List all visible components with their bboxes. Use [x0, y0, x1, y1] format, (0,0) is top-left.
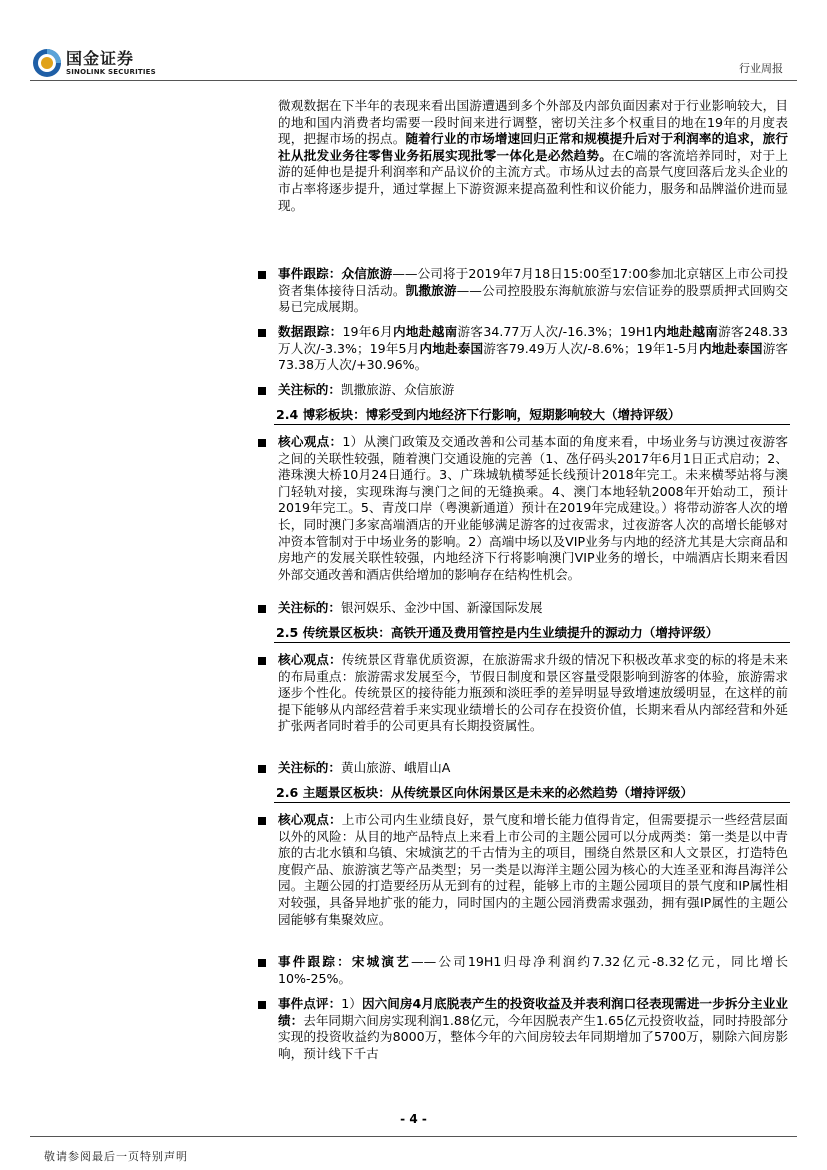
square-bullet-icon: [258, 605, 266, 613]
bold-text: 数据跟踪：: [278, 324, 343, 339]
square-bullet-icon: [258, 271, 266, 279]
text-run: 1）: [341, 996, 362, 1011]
paragraph: [278, 98, 788, 214]
bullet-item: [278, 266, 788, 316]
square-bullet-icon: [258, 387, 266, 395]
bold-text: 内地赴泰国: [698, 340, 763, 356]
header-divider: [30, 80, 797, 81]
text-run: 银河娱乐、金沙中国、新濠国际发展: [340, 600, 543, 615]
bullet-item: [278, 652, 788, 735]
bold-text: 关注标的：: [278, 382, 341, 397]
bold-text: 因六间房4月底脱表产生的投资收益及并表利润口径表现需进一步拆分主业业绩：: [278, 996, 789, 1028]
square-bullet-icon: [258, 959, 266, 967]
text-run: 微观数据在下半年的表现来看出国游遭遇到多个外部及内部负面因素对于行业影响较大，目的地和国内消费者均需要一段时间来进行调整，密切关注多个权重目的地在19年的月度表现，把握市场的拐点。: [278, 98, 788, 147]
square-bullet-icon: [258, 439, 266, 447]
bold-text: 事件跟踪：: [278, 954, 352, 969]
square-bullet-icon: [258, 1001, 266, 1009]
bullet-item: [278, 324, 788, 374]
bold-text: 内地赴越南: [653, 324, 719, 339]
bullet-item: [278, 812, 788, 928]
text-run: 传统景区背靠优质资源，在旅游需求升级的情况下积极改革求变的标的将是未来的布局重点：旅游需求发展至今，节假日制度和景区容量受限影响到游客的体验，旅游需求逐步个性化。传统景区的接待能力瓶颈和淡旺季的差异明显导致增速放缓明显，在这样的前提下能够从内部经营着手来实现业绩增长的公司存在投资价值，长期来看从内部经营和外延扩张两者同时着手的公司更具有长期投资属性。: [278, 652, 789, 734]
text-run: 游客79.49万人次/-8.6%；19年1-5月: [483, 340, 699, 356]
section-title: 2.4 博彩板块：博彩受到内地经济下行影响，短期影响较大（增持评级）: [274, 406, 790, 425]
text-run: 去年同期六间房实现利润1.88亿元，今年因脱表产生1.65亿元投资收益，同时持股部分实现的投资收益约为8000万，整体今年的六间房较去年同期增加了5700万，剔除六间房影响，预计线下千古: [278, 1012, 788, 1061]
bold-text: 众信旅游: [341, 266, 393, 281]
bold-text: 事件点评：: [278, 996, 342, 1011]
footer-disclaimer: 敬请参阅最后一页特别声明: [44, 1150, 188, 1163]
bold-text: 关注标的：: [278, 760, 341, 775]
page-number: - 4 -: [400, 1112, 427, 1126]
bold-text: 内地赴越南: [393, 324, 458, 339]
text-run: 游客248.33万人次/-3.3%；19年5月: [278, 324, 789, 356]
bullet-item: [278, 382, 788, 399]
report-type-label: 行业周报: [739, 62, 783, 75]
text-run: ——公司19H1归母净利润约7.32亿元-8.32亿元，同比增长10%-25%。: [278, 954, 789, 986]
page-header: [0, 0, 827, 84]
bold-text: 核心观点：: [278, 434, 343, 449]
square-bullet-icon: [258, 817, 266, 825]
text-run: 游客73.38万人次/+30.96%。: [278, 340, 789, 373]
bold-text: 内地赴泰国: [419, 340, 484, 356]
square-bullet-icon: [258, 765, 266, 773]
bold-text: 凯撒旅游: [405, 282, 457, 298]
bold-text: 关注标的：: [278, 600, 341, 615]
bullet-item: [278, 996, 788, 1062]
text-run: ——公司将于2019年7月18日15:00至17:00参加北京辖区上市公司投资者集体接待日活动。: [278, 266, 789, 298]
text-run: 黄山旅游、峨眉山A: [340, 760, 451, 775]
text-run: 游客34.77万人次/-16.3%；19H1: [457, 324, 654, 339]
text-run: ——公司控股股东海航旅游与宏信证券的股票质押式回购交易已完成展期。: [278, 282, 789, 315]
sinolink-logo-icon: [32, 48, 62, 78]
text-run: 在C端的客流培养同时，对于上游的延伸也是提升利润率和产品议价的主流方式。市场从过去的高景气度回落后龙头企业的市占率将逐步提升，通过掌握上下游资源来提高盈利性和议价能力，服务和品牌溢价进而显现。: [278, 147, 789, 213]
bullet-item: [278, 434, 788, 583]
bold-text: 事件跟踪：: [278, 266, 342, 281]
text-run: 19年6月: [342, 324, 393, 339]
logo-english-name: SINOLINK SECURITIES: [66, 68, 156, 76]
bold-text: 核心观点：: [278, 652, 342, 667]
text-run: 凯撒旅游、众信旅游: [340, 382, 455, 397]
bullet-item: [278, 760, 788, 777]
bullet-item: [278, 954, 788, 987]
section-title: 2.6 主题景区板块：从传统景区向休闲景区是未来的必然趋势（增持评级）: [274, 784, 790, 803]
logo-chinese-name: 国金证券: [66, 49, 135, 68]
company-logo: [32, 44, 172, 80]
footer-divider: [30, 1136, 797, 1137]
bold-text: 随着行业的市场增速回归正常和规模提升后对于利润率的追求，旅行社从批发业务往零售业务拓展实现批零一体化是必然趋势。: [278, 131, 789, 163]
section-title: 2.5 传统景区板块：高铁开通及费用管控是内生业绩提升的源动力（增持评级）: [274, 624, 790, 643]
text-run: 上市公司内生业绩良好，景气度和增长能力值得肯定，但需要提示一些经营层面以外的风险：从目的地产品特点上来看上市公司的主题公园可以分成两类：第一类是以中青旅的古北水镇和乌镇、宋城演艺的千古情为主的项目，围绕自然景区和人文景区，打造特色度假产品、旅游演艺等产品类型；另一类是以海洋主题公园为核心的大连圣亚和海昌海洋公园。主题公园的打造要经历从无到有的过程，能够上市的主题公园项目的景气度和IP属性相对较强，具备异地扩张的能力，同时国内的主题公园消费需求强劲，拥有强IP属性的主题公园能够有集聚效应。: [278, 812, 789, 927]
square-bullet-icon: [258, 657, 266, 665]
text-run: 1）从澳门政策及交通改善和公司基本面的角度来看，中场业务与访澳过夜游客之间的关联性较强，随着澳门交通设施的完善（1、氹仔码头2017年6月1日正式启动；2、港珠澳大桥10月24日通行。3、广珠城轨横琴延长线预计2018年完工。未来横琴站将与澳门轻轨对接，实现珠海与澳门之间的无缝换乘。4、澳门本地轻轨2008年开始动工，预计2019年完工。5、青茂口岸（粤澳新通道）预计在2019年完成建设。）将带动游客人次的增长，同时澳门多家高端酒店的开业能够满足游客的过夜需求，过夜游客人次的高增长能够对冲资本管制对于中场业务的影响。2）高端中场以及VIP业务与内地的经济尤其是大宗商品和房地产的发展关联性较强，内地经济下行将影响澳门VIP业务的增长，中端酒店长期来看因外部交通改善和酒店供给增加的影响存在结构性机会。: [278, 434, 788, 582]
bold-text: 宋城演艺: [351, 954, 411, 969]
square-bullet-icon: [258, 329, 266, 337]
bullet-item: [278, 600, 788, 617]
bold-text: 核心观点：: [278, 812, 342, 827]
